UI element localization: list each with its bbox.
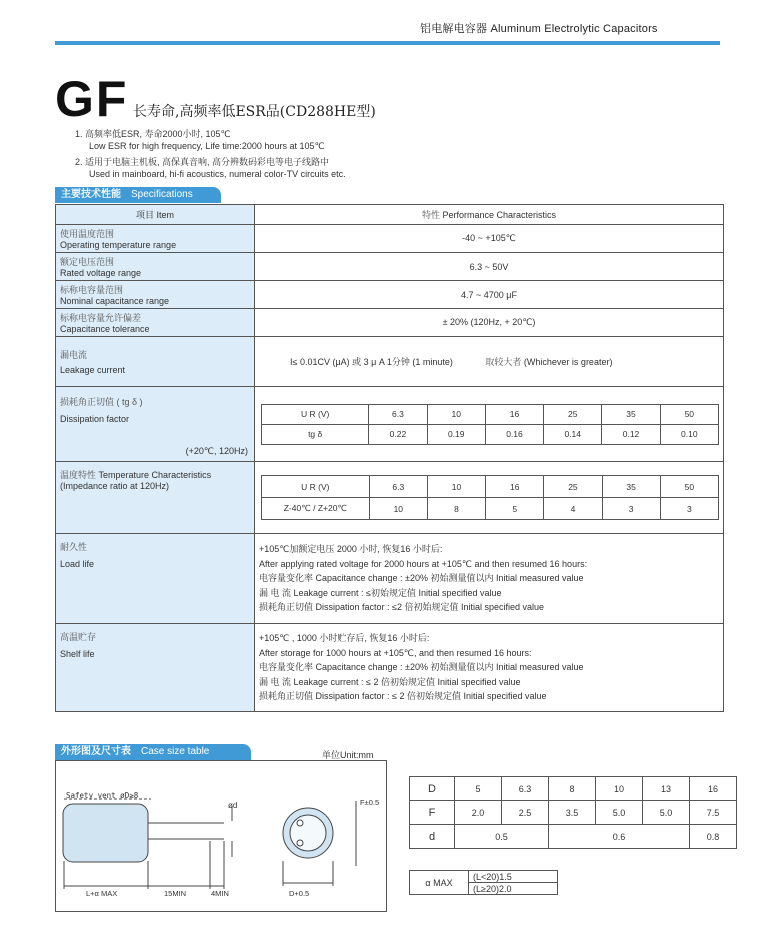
feature-1-cn: 1. 高频率低ESR, 寿命2000小时, 105℃ [75, 129, 231, 139]
spec-dissipation-table-cell [255, 387, 724, 462]
lead-dia-label: ød [228, 801, 238, 810]
feature-1-en: Low ESR for high frequency, Life time:2000 hours at 105℃ [89, 141, 325, 151]
spec-table [55, 204, 724, 712]
df-row-tgd: tg δ [262, 424, 369, 444]
header-title: 铝电解电容器 Aluminum Electrolytic Capacitors [420, 23, 658, 35]
spec-capacitance-value: 4.7 ~ 4700 μF [255, 281, 724, 309]
spec-dissipation-label: 损耗角正切值 ( tg δ ) Dissipation factor (+20℃, 120Hz) [56, 387, 255, 462]
safety-vent-label: Safety vent øD≥8 [66, 791, 139, 800]
spec-capacitance-label: 标称电容量范围 Nominal capacitance range [56, 281, 255, 309]
spec-tolerance-value: ± 20% (120Hz, + 20℃) [255, 309, 724, 337]
short-lead-label: 4MIN [211, 889, 229, 898]
case-drawing-frame [55, 760, 387, 912]
spec-temp-value: -40 ~ +105℃ [255, 225, 724, 253]
spec-shelflife-value: +105℃ , 1000 小时贮存后, 恢复16 小时后: After storage for 1000 hours at +105℃, and then resumed 16 hours: 电容量变化率 Capacitance change : ±20% 初始测量值以内 Initial measured value 漏 电 流 Leakage current : ≤ 2 倍初始规定值 Initial specified value 损耗角正切值 Dissipation factor : ≤ 2 倍初始规定值 Initial specified value [255, 624, 724, 712]
pitch-label: F±0.5 [360, 798, 380, 807]
case-section-cn: 外形图及尺寸表 [61, 746, 131, 757]
spec-loadlife-label: 耐久性 Load life [56, 534, 255, 624]
header-divider [55, 41, 720, 45]
spec-section-title [55, 187, 221, 203]
spec-temp-label: 使用温度范围 Operating temperature range [56, 225, 255, 253]
df-header-ur: U R (V) [262, 404, 369, 424]
spec-leakage-value: I≤ 0.01CV (μA) 或 3 μ A 1分钟 (1 minute) 取较大者 (Whichever is greater) [255, 337, 724, 387]
spec-leakage-label: 漏电流 Leakage current [56, 337, 255, 387]
dissipation-table: U R (V) 6.3 10 16 25 35 50 tg δ 0.22 0.19 0.16 0.14 0.12 0.10 [261, 404, 719, 445]
spec-tempchar-label: 温度特性 Temperature Characteristics (Impedance ratio at 120Hz) [56, 462, 255, 534]
dimension-table: D 5 6.3 8 10 13 16 F 2.0 2.5 3.5 5.0 5.0 7.5 d 0.5 0.6 0.8 [409, 776, 737, 849]
case-section-en: Case size table [141, 746, 210, 757]
spec-header-item: 项目 Item [56, 205, 255, 225]
lead-length-label: 15MIN [164, 889, 187, 898]
length-label: L+α MAX [86, 889, 118, 898]
case-section-title [55, 744, 251, 760]
spec-loadlife-value: +105℃加额定电压 2000 小时, 恢复16 小时后: After applying rated voltage for 2000 hours at +105℃ and then resumed 16 hours: 电容量变化率 Capacitance change : ±20% 初始测量值以内 Initial measured value 漏 电 流 Leakage current : ≤初始规定值 Initial specified value 损耗角正切值 Dissipation factor : ≤2 倍初始规定值 Initial specified value [255, 534, 724, 624]
feature-2-en: Used in mainboard, hi-fi acoustics, numeral color-TV circuits etc. [89, 169, 346, 179]
tempchar-table: U R (V) 6.3 10 16 25 35 50 Z-40℃ / Z+20℃ 10 8 5 4 3 3 [261, 475, 719, 520]
spec-voltage-value: 6.3 ~ 50V [255, 253, 724, 281]
alpha-max-table: α MAX (L<20)1.5 (L≥20)2.0 [409, 870, 558, 895]
feature-2-cn: 2. 适用于电脑主机板, 高保真音响, 高分辨数码彩电等电子线路中 [75, 157, 330, 167]
product-subtitle: 长寿命,高频率低ESR品(CD288HE型) [133, 104, 376, 120]
spec-shelflife-label: 高温贮存 Shelf life [56, 624, 255, 712]
spec-tolerance-label: 标称电容量允许偏差 Capacitance tolerance [56, 309, 255, 337]
spec-section-cn: 主要技术性能 [61, 189, 121, 200]
spec-header-perf: 特性 Performance Characteristics [255, 205, 724, 225]
spec-voltage-label: 额定电压范围 Rated voltage range [56, 253, 255, 281]
spec-section-en: Specifications [131, 189, 193, 200]
spec-tempchar-table-cell [255, 462, 724, 534]
product-code: GF [55, 71, 129, 127]
diameter-label: D+0.5 [289, 889, 310, 898]
unit-label: 单位Unit:mm [322, 750, 374, 760]
